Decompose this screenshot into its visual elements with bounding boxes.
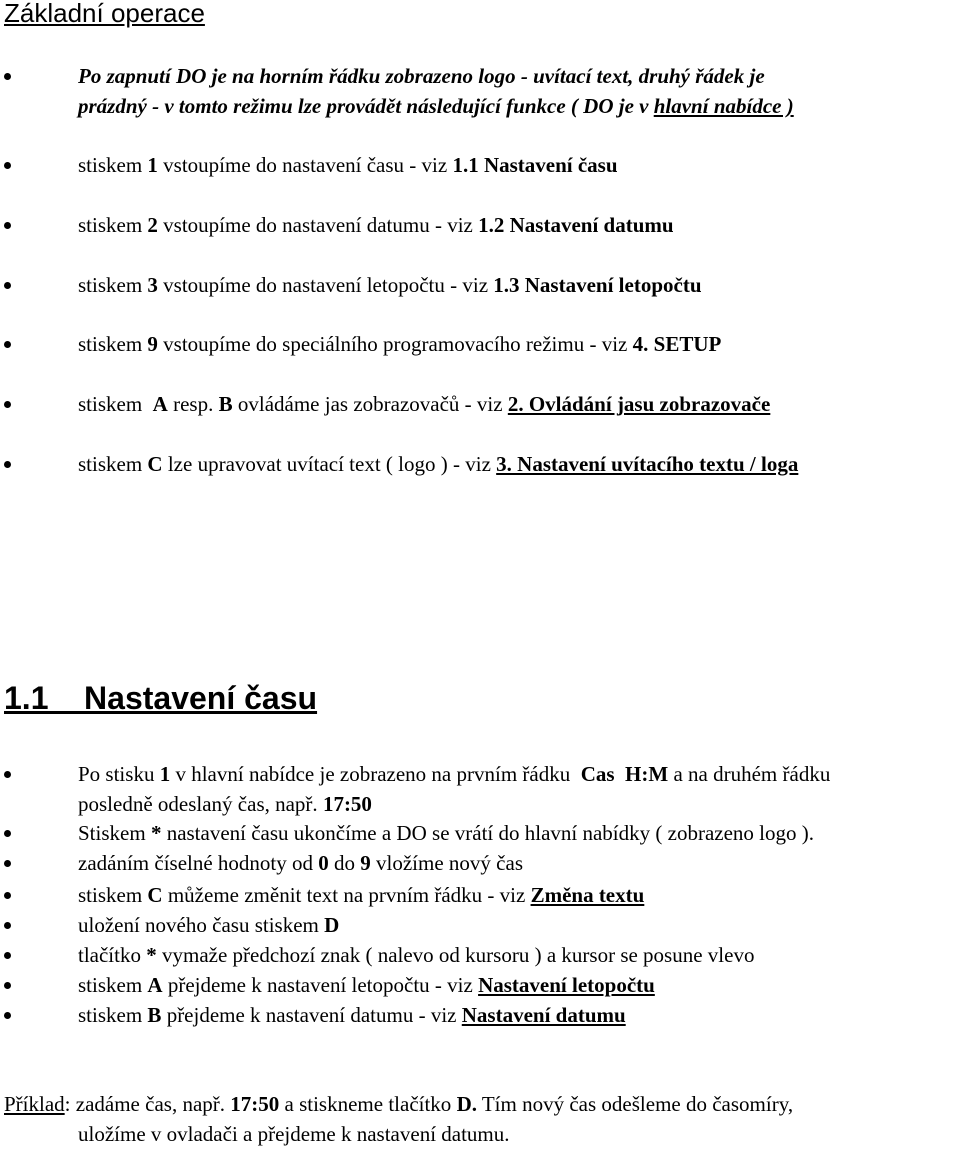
page-title: Základní operace [4,0,205,28]
list-item-po-stisku: Po stisku 1 v hlavní nabídce je zobrazeno na prvním řádku Cas H:M a na druhém řádku posledně odeslaný čas, např. 17:50 [78,759,954,819]
list-item-key-9: stiskem 9 vstoupíme do speciálního programovacího režimu - viz 4. SETUP [78,329,954,359]
intro-line-2: prázdný - v tomto režimu lze provádět následující funkce ( DO je v [78,94,654,118]
example-label: Příklad [4,1092,65,1116]
list-item-key-1: stiskem 1 vstoupíme do nastavení času - viz 1.1 Nastavení času [78,150,954,180]
list-item-key-3: stiskem 3 vstoupíme do nastavení letopočtu - viz 1.3 Nastavení letopočtu [78,270,954,300]
list-item-tlacitko: tlačítko * vymaže předchozí znak ( nalevo od kursoru ) a kursor se posune vlevo [78,940,954,970]
link-ovladani-jasu[interactable]: 2. Ovládání jasu zobrazovače [507,392,771,416]
link-zmena-textu[interactable]: Změna textu [530,883,645,907]
list-item-zadanim: zadáním číselné hodnoty od 0 do 9 vložíme nový čas [78,848,954,878]
list-item-key-ab: stiskem A resp. B ovládáme jas zobrazovačů - viz 2. Ovládání jasu zobrazovače [78,389,954,419]
section-title: 1.1 Nastavení času [4,680,318,716]
link-nastaveni-loga[interactable]: 3. Nastavení uvítacího textu / loga [496,452,799,476]
link-main-menu[interactable]: hlavní nabídce ) [653,94,794,118]
example-paragraph: Příklad: zadáme čas, např. 17:50 a stiskneme tlačítko D. Tím nový čas odešleme do časomíry, uložíme v ovladači a přejdeme k nastavení datumu. [4,1089,954,1149]
example-line-2: uložíme v ovladači a přejdeme k nastavení datumu. [78,1122,510,1146]
link-nastaveni-datumu[interactable]: 1.2 Nastavení datumu [478,213,674,237]
list-item-stiskem-c: stiskem C můžeme změnit text na prvním řádku - viz Změna textu [78,880,954,910]
link-nastaveni-letopoctu[interactable]: 1.3 Nastavení letopočtu [493,273,702,297]
link-setup[interactable]: 4. SETUP [632,332,722,356]
link-nastaveni-casu[interactable]: 1.1 Nastavení času [452,153,618,177]
intro-line-1: Po zapnutí DO je na horním řádku zobrazeno logo - uvítací text, druhý řádek je [78,64,765,88]
link-datum[interactable]: Nastavení datumu [461,1003,626,1027]
list-item-ulozeni: uložení nového času stiskem D [78,910,954,940]
list-item-stiskem-b: stiskem B přejdeme k nastavení datumu - viz Nastavení datumu [78,1000,954,1030]
list-item-intro [78,61,954,121]
list-item-key-2: stiskem 2 vstoupíme do nastavení datumu - viz 1.2 Nastavení datumu [78,210,954,240]
list-item-stiskem-star: Stiskem * nastavení času ukončíme a DO se vrátí do hlavní nabídky ( zobrazeno logo ). [78,818,954,848]
link-letopocet[interactable]: Nastavení letopočtu [478,973,655,997]
list-item-stiskem-a: stiskem A přejdeme k nastavení letopočtu - viz Nastavení letopočtu [78,970,954,1000]
list-item-key-c: stiskem C lze upravovat uvítací text ( logo ) - viz 3. Nastavení uvítacího textu / loga [78,449,954,479]
